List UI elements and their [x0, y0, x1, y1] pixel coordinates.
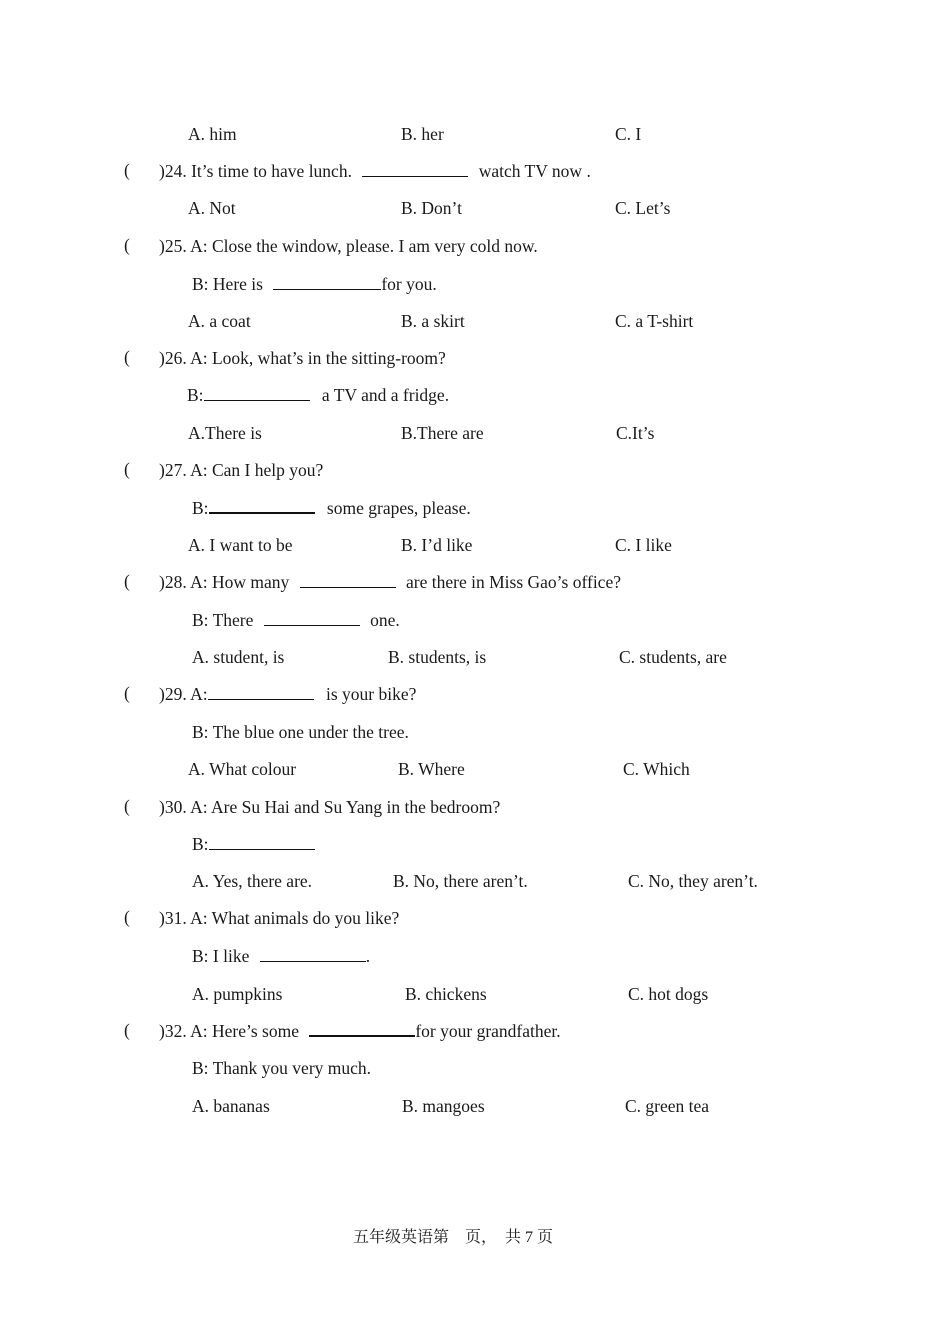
q32-stem-text: )32. A: Here’s some [159, 1021, 299, 1041]
q27-response-end: some grapes, please. [326, 498, 471, 518]
q29-option-a: A. What colour [188, 759, 297, 779]
q31-stem: )31. A: What animals do you like? [159, 908, 400, 928]
q29-answer-paren[interactable]: ( [124, 683, 130, 703]
q31-response-text: B: I like [192, 946, 250, 966]
q24-answer-paren[interactable]: ( [124, 160, 130, 180]
q29-option-b: B. Where [398, 759, 465, 779]
q29-option-c: C. Which [623, 759, 690, 779]
q27-answer-paren[interactable]: ( [124, 459, 130, 479]
q28-stem-text: )28. A: How many [159, 572, 290, 592]
q30-blank[interactable] [209, 835, 315, 850]
q32-response: B: Thank you very much. [192, 1058, 372, 1078]
q26-response-text: B: [187, 385, 204, 405]
q28-option-a: A. student, is [192, 647, 285, 667]
q26-option-c: C.It’s [616, 423, 655, 443]
q28-blank-2[interactable] [264, 611, 360, 626]
q24-blank[interactable] [362, 162, 468, 177]
q30-answer-paren[interactable]: ( [124, 796, 130, 816]
q27-response-text: B: [192, 498, 209, 518]
q29-stem [159, 683, 416, 705]
q25-option-b: B. a skirt [401, 311, 465, 331]
q32-stem [159, 1020, 561, 1042]
q25-stem: )25. A: Close the window, please. I am very cold now. [159, 236, 538, 256]
q31-option-c: C. hot dogs [628, 984, 709, 1004]
q32-answer-paren[interactable]: ( [124, 1020, 130, 1040]
q32-stem-end: for your grandfather. [415, 1021, 561, 1041]
q25-response-text: B: Here is [192, 274, 263, 294]
q26-option-b: B.There are [401, 423, 484, 443]
q31-answer-paren[interactable]: ( [124, 907, 130, 927]
q28-blank-1[interactable] [300, 573, 396, 588]
q25-response [192, 273, 437, 295]
q29-stem-end: is your bike? [326, 684, 417, 704]
q23-option-c: C. I [615, 124, 642, 144]
q26-stem: )26. A: Look, what’s in the sitting-room? [159, 348, 446, 368]
q32-option-a: A. bananas [192, 1096, 270, 1116]
q27-response [192, 497, 471, 519]
q25-answer-paren[interactable]: ( [124, 235, 130, 255]
q25-option-c: C. a T-shirt [615, 311, 694, 331]
q24-stem [159, 160, 591, 182]
q24-option-b: B. Don’t [401, 198, 462, 218]
q28-option-b: B. students, is [388, 647, 487, 667]
q24-option-c: C. Let’s [615, 198, 671, 218]
q31-blank[interactable] [260, 947, 366, 962]
q31-option-a: A. pumpkins [192, 984, 283, 1004]
q28-stem-end: are there in Miss Gao’s office? [406, 572, 621, 592]
q26-option-a: A.There is [188, 423, 262, 443]
q30-option-a: A. Yes, there are. [192, 871, 313, 891]
q32-blank[interactable] [309, 1021, 415, 1037]
page-footer: 五年级英语第 页， 共 7 页 [352, 1229, 553, 1246]
q27-option-c: C. I like [615, 535, 672, 555]
q29-stem-text: )29. A: [159, 684, 208, 704]
q25-response-end: for you. [381, 274, 437, 294]
q30-stem: )30. A: Are Su Hai and Su Yang in the bedroom? [159, 797, 501, 817]
q26-answer-paren[interactable]: ( [124, 347, 130, 367]
q27-blank[interactable] [209, 498, 315, 514]
q30-option-b: B. No, there aren’t. [393, 871, 528, 891]
q26-blank[interactable] [204, 386, 310, 401]
q31-response-end: . [365, 946, 371, 966]
q24-option-a: A. Not [188, 198, 236, 218]
q30-option-c: C. No, they aren’t. [628, 871, 758, 891]
q27-option-b: B. I’d like [401, 535, 473, 555]
q32-option-b: B. mangoes [402, 1096, 485, 1116]
q25-blank[interactable] [273, 275, 381, 290]
q23-option-b: B. her [401, 124, 444, 144]
q28-answer-paren[interactable]: ( [124, 571, 130, 591]
q23-option-a: A. him [188, 124, 237, 144]
q31-response [192, 945, 370, 967]
q26-response [187, 384, 449, 406]
q28-response-end: one. [370, 610, 400, 630]
q28-option-c: C. students, are [619, 647, 727, 667]
q31-option-b: B. chickens [405, 984, 487, 1004]
q30-response-text: B: [192, 834, 209, 854]
q28-response-text: B: There [192, 610, 254, 630]
q25-option-a: A. a coat [188, 311, 251, 331]
q27-stem: )27. A: Can I help you? [159, 460, 324, 480]
q29-blank[interactable] [208, 685, 314, 700]
q26-response-end: a TV and a fridge. [321, 385, 450, 405]
q24-stem-text: )24. It’s time to have lunch. [159, 161, 352, 181]
q28-stem [159, 571, 621, 593]
q29-response: B: The blue one under the tree. [192, 722, 409, 742]
q32-option-c: C. green tea [625, 1096, 710, 1116]
q30-response [192, 833, 315, 855]
q27-option-a: A. I want to be [188, 535, 293, 555]
q28-response [192, 609, 400, 631]
q24-stem-end: watch TV now . [478, 161, 591, 181]
